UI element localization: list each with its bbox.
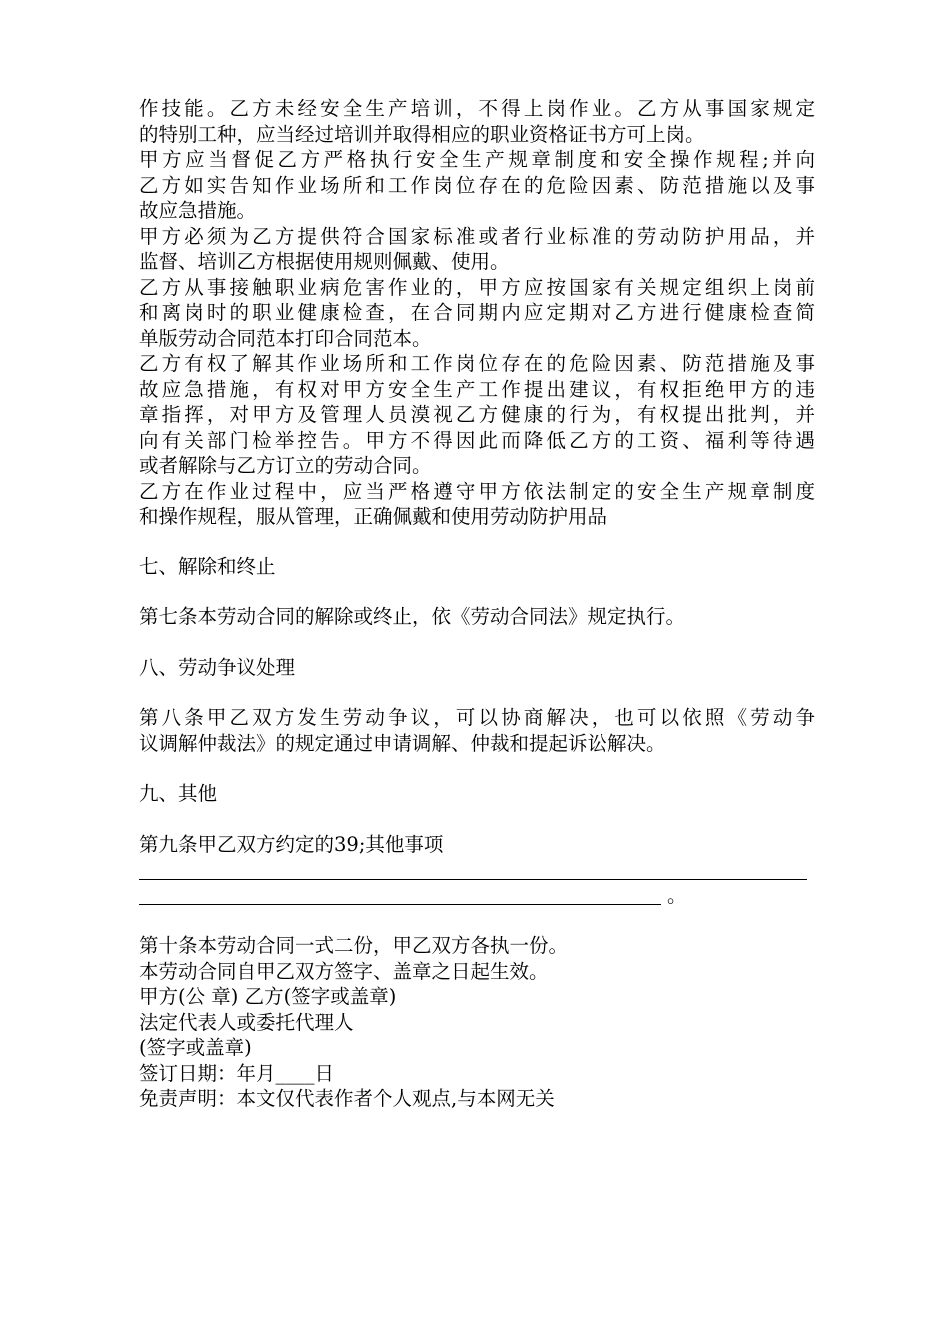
section-heading-7: 七、解除和终止 [139,554,276,578]
underline-rule [139,879,807,880]
fill-in-blank-line [139,857,815,883]
representative-line: 法定代表人或委托代理人 [139,1010,354,1034]
end-mark: 。 [667,883,687,907]
text-line: 章指挥，对甲方及管理人员漠视乙方健康的行为，有权提出批判，并 [139,403,815,426]
text-line: 单版劳动合同范本打印合同范本。 [139,326,432,350]
section-body-8-line: 议调解仲裁法》的规定通过申请调解、仲裁和提起诉讼解决。 [139,731,666,755]
text-line: 监督、培训乙方根据使用规则佩戴、使用。 [139,250,510,273]
closing-line: 本劳动合同自甲乙双方签字、盖章之日起生效。 [139,959,549,983]
closing-line: 第十条本劳动合同一式二份，甲乙双方各执一份。 [139,934,569,957]
text-line: 故应急措施，有权对甲方安全生产工作提出建议，有权拒绝甲方的违 [139,377,815,401]
text-line: 向有关部门检举控告。甲方不得因此而降低乙方的工资、福利等待遇 [139,428,815,452]
text-line: 和操作规程，服从管理，正确佩戴和使用劳动防护用品 [139,505,608,528]
signing-date: 签订日期：年月____日 [139,1061,335,1085]
text-line: 乙方从事接触职业病危害作业的，甲方应按国家有关规定组织上岗前 [139,275,815,299]
closing-section [139,933,815,1112]
signature-line: 甲方(公 章) 乙方(签字或盖章) [139,985,397,1008]
text-line: 乙方如实告知作业场所和工作岗位存在的危险因素、防范措施以及事 [139,173,815,197]
section-body-7: 第七条本劳动合同的解除或终止，依《劳动合同法》规定执行。 [139,605,686,628]
text-line: 甲方应当督促乙方严格执行安全生产规章制度和安全操作规程;并向 [139,148,815,171]
text-line: 和离岗时的职业健康检查，在合同期内应定期对乙方进行健康检查简 [139,301,815,324]
text-line: 作技能。乙方未经安全生产培训，不得上岗作业。乙方从事国家规定 [139,97,815,120]
text-line: 或者解除与乙方订立的劳动合同。 [139,454,432,477]
disclaimer: 免责声明：本文仅代表作者个人观点,与本网无关 [139,1087,555,1110]
section-heading-8: 八、劳动争议处理 [139,655,296,679]
fill-in-blank-line [139,883,815,909]
text-line: 甲方必须为乙方提供符合国家标准或者行业标准的劳动防护用品，并 [139,224,815,248]
safety-section [139,96,815,530]
document-page [139,96,815,1112]
signature-note: (签字或盖章) [139,1036,252,1059]
text-line: 的特别工种，应当经过培训并取得相应的职业资格证书方可上岗。 [139,122,705,146]
text-line: 乙方在作业过程中，应当严格遵守甲方依法制定的安全生产规章制度 [139,479,815,503]
section-body-9: 第九条甲乙双方约定的39;其他事项 [139,832,444,856]
section-body-8-line: 第八条甲乙双方发生劳动争议，可以协商解决，也可以依照《劳动争 [139,706,815,729]
section-heading-9: 九、其他 [139,782,218,805]
text-line: 乙方有权了解其作业场所和工作岗位存在的危险因素、防范措施及事 [139,352,815,375]
underline-rule [139,904,661,905]
text-line: 故应急措施。 [139,199,257,222]
